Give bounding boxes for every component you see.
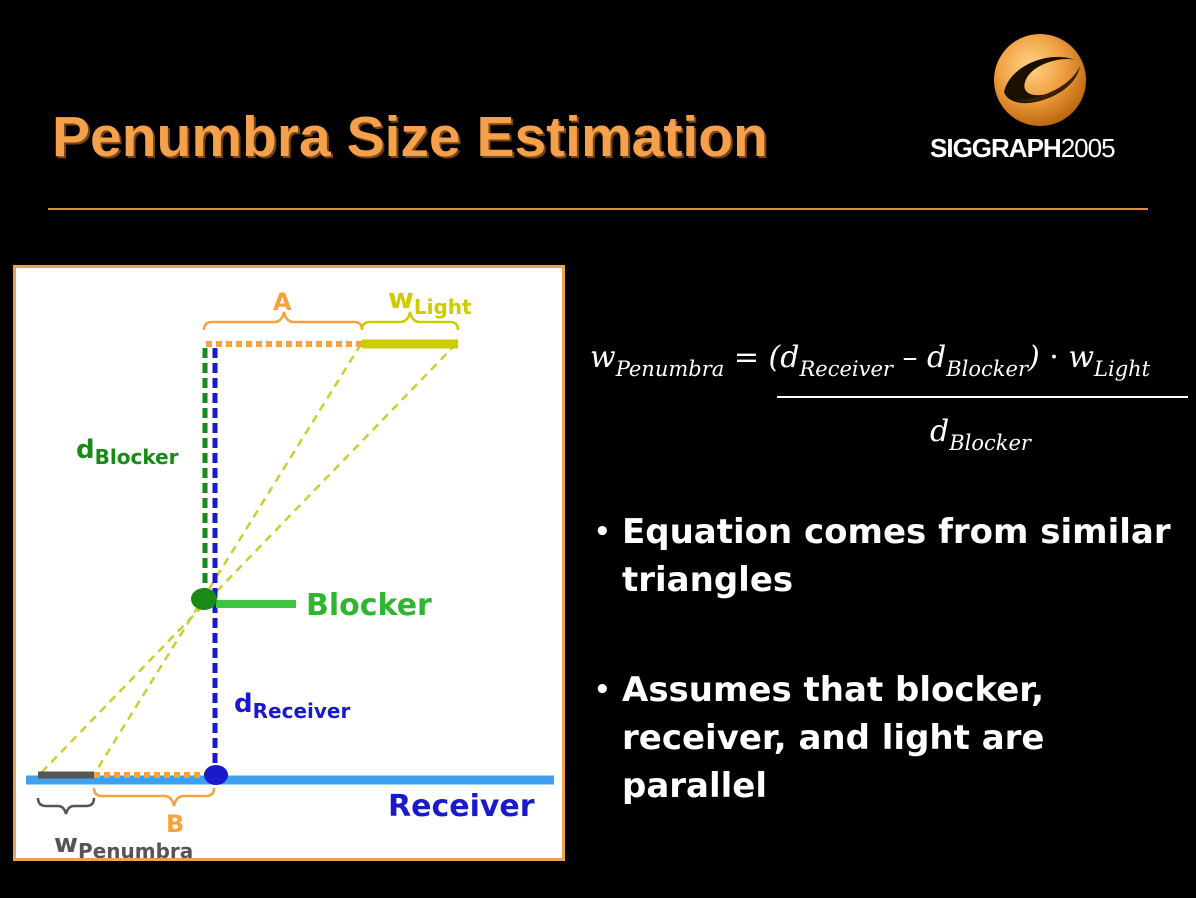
label-blocker: Blocker — [306, 588, 432, 623]
title-divider — [48, 208, 1148, 210]
label-a: A — [273, 288, 292, 316]
bullet-list — [590, 508, 1180, 872]
bullet-dot-icon: • — [594, 517, 611, 547]
siggraph-logo-text: SIGGRAPH2005 — [930, 133, 1115, 163]
penumbra-equation — [590, 340, 1190, 470]
brace-w-penumbra — [38, 798, 94, 814]
receiver-point — [204, 765, 228, 785]
label-w-light: $w_{Light}$ — [388, 282, 472, 319]
slide-title: Penumbra Size Estimation — [52, 105, 768, 169]
penumbra-diagram — [13, 265, 565, 861]
label-b: B — [166, 810, 185, 838]
bullet-item: • Assumes that blocker, receiver, and light are parallel — [590, 666, 1180, 810]
equation-numerator: $w_{Penumbra} = (d_{Receiver} - d_{Blocker}) \cdot w_{Light}$ — [590, 340, 1151, 381]
bullet-dot-icon: • — [594, 675, 611, 705]
label-w-penumbra: $w_{Penumbra}$ — [54, 829, 194, 858]
label-d-receiver: $d_{Receiver}$ — [234, 689, 351, 723]
brace-b — [94, 788, 214, 806]
bullet-item: • Equation comes from similar triangles — [590, 508, 1180, 604]
equation-denominator: $d_{Blocker}$ — [930, 414, 1031, 455]
fraction-bar — [777, 396, 1188, 398]
blocker-point — [191, 588, 217, 610]
label-d-blocker: $d_{Blocker}$ — [76, 435, 179, 469]
label-receiver: Receiver — [388, 789, 535, 824]
